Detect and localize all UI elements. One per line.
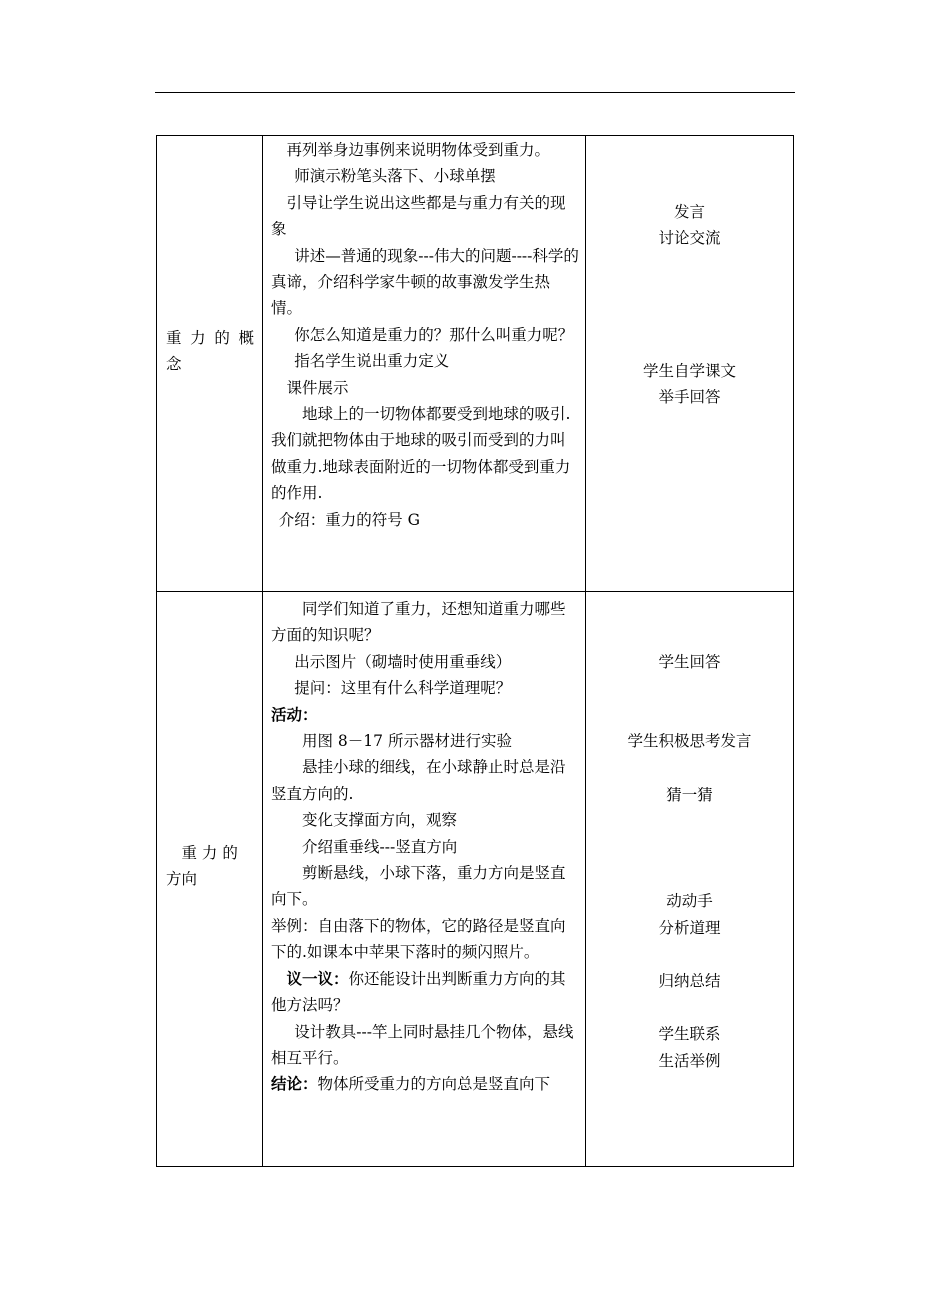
content-line [271,1071,579,1097]
student-activity: 学生积极思考发言 [627,732,752,751]
conclusion-heading: 结论： [271,1074,318,1094]
student-activity-cell [585,199,794,411]
content-line: 剪断悬线，小球下落，重力方向是竖直向下。 [271,864,566,909]
content-line: 出示图片（砌墙时使用重垂线） [294,652,512,671]
column-divider [262,592,263,1166]
content-line [271,702,579,728]
student-activity-cell [585,649,794,1074]
content-line: 介绍：重力的符号 G [278,510,421,529]
content-line: 师演示粉笔头落下、小球单摆 [294,167,496,186]
student-activity: 分析道理 [658,918,721,937]
table-row [156,592,794,1167]
content-line: 用图 8－17 所示器材进行实验 [302,732,512,751]
column-divider [262,136,263,591]
teacher-activity-cell [271,137,579,533]
student-activity: 学生联系 [658,1025,721,1044]
content-line: 提问：这里有什么科学道理呢？ [294,679,512,698]
content-line: 悬挂小球的细线，在小球静止时总是沿竖直方向的. [271,758,566,803]
student-activity: 猜一猜 [666,785,713,804]
content-line: 指名学生说出重力定义 [294,352,450,371]
content-line: 介绍重垂线---竖直方向 [302,837,458,856]
section-label-gravity-direction: 重 力 的 方向 [166,844,238,888]
content-line [271,966,579,1019]
content-line: 引导让学生说出这些都是与重力有关的现象 [271,193,566,239]
header-rule [155,92,795,93]
student-activity: 举手回答 [658,388,721,407]
content-line: 变化支撑面方向，观察 [302,811,458,830]
content-line: 讲述—普通的现象---伟大的问题----科学的真谛，介绍科学家牛顿的故事激发学生热情。 [271,246,579,318]
content-line: 课件展示 [286,378,349,397]
content-line: 举例：自由落下的物体，它的路径是竖直向下的.如课本中苹果下落时的频闪照片。 [271,916,566,962]
student-activity: 动动手 [666,892,713,911]
content-line: 再列举身边事例来说明物体受到重力。 [286,141,551,159]
teacher-activity-cell [271,596,579,1098]
lesson-table [156,135,794,1167]
content-line: 你怎么知道是重力的？那什么叫重力呢？ [294,325,574,344]
activity-heading: 活动： [271,704,318,724]
content-line: 设计教具---竿上同时悬挂几个物体，悬线相互平行。 [271,1022,574,1067]
table-row [156,135,794,592]
content-line: 地球上的一切物体都要受到地球的吸引.我们就把物体由于地球的吸引而受到的力叫做重力.地球表面附近的一切物体都受到重力的作用. [271,405,571,503]
discussion-text: 你还能设计出判断重力方向的其他方法吗？ [271,969,566,1015]
section-label-gravity-concept: 重 力 的 概 念 [166,329,254,373]
student-activity: 生活举例 [658,1051,721,1070]
student-activity: 讨论交流 [658,229,721,248]
student-activity: 归纳总结 [658,972,721,991]
student-activity: 发言 [673,203,705,221]
content-line: 同学们知道了重力，还想知道重力哪些方面的知识呢？ [271,600,566,645]
student-activity: 学生回答 [658,653,721,671]
discussion-heading: 议一议： [286,968,349,988]
conclusion-text: 物体所受重力的方向总是竖直向下 [317,1075,551,1094]
student-activity: 学生自学课文 [642,361,736,380]
